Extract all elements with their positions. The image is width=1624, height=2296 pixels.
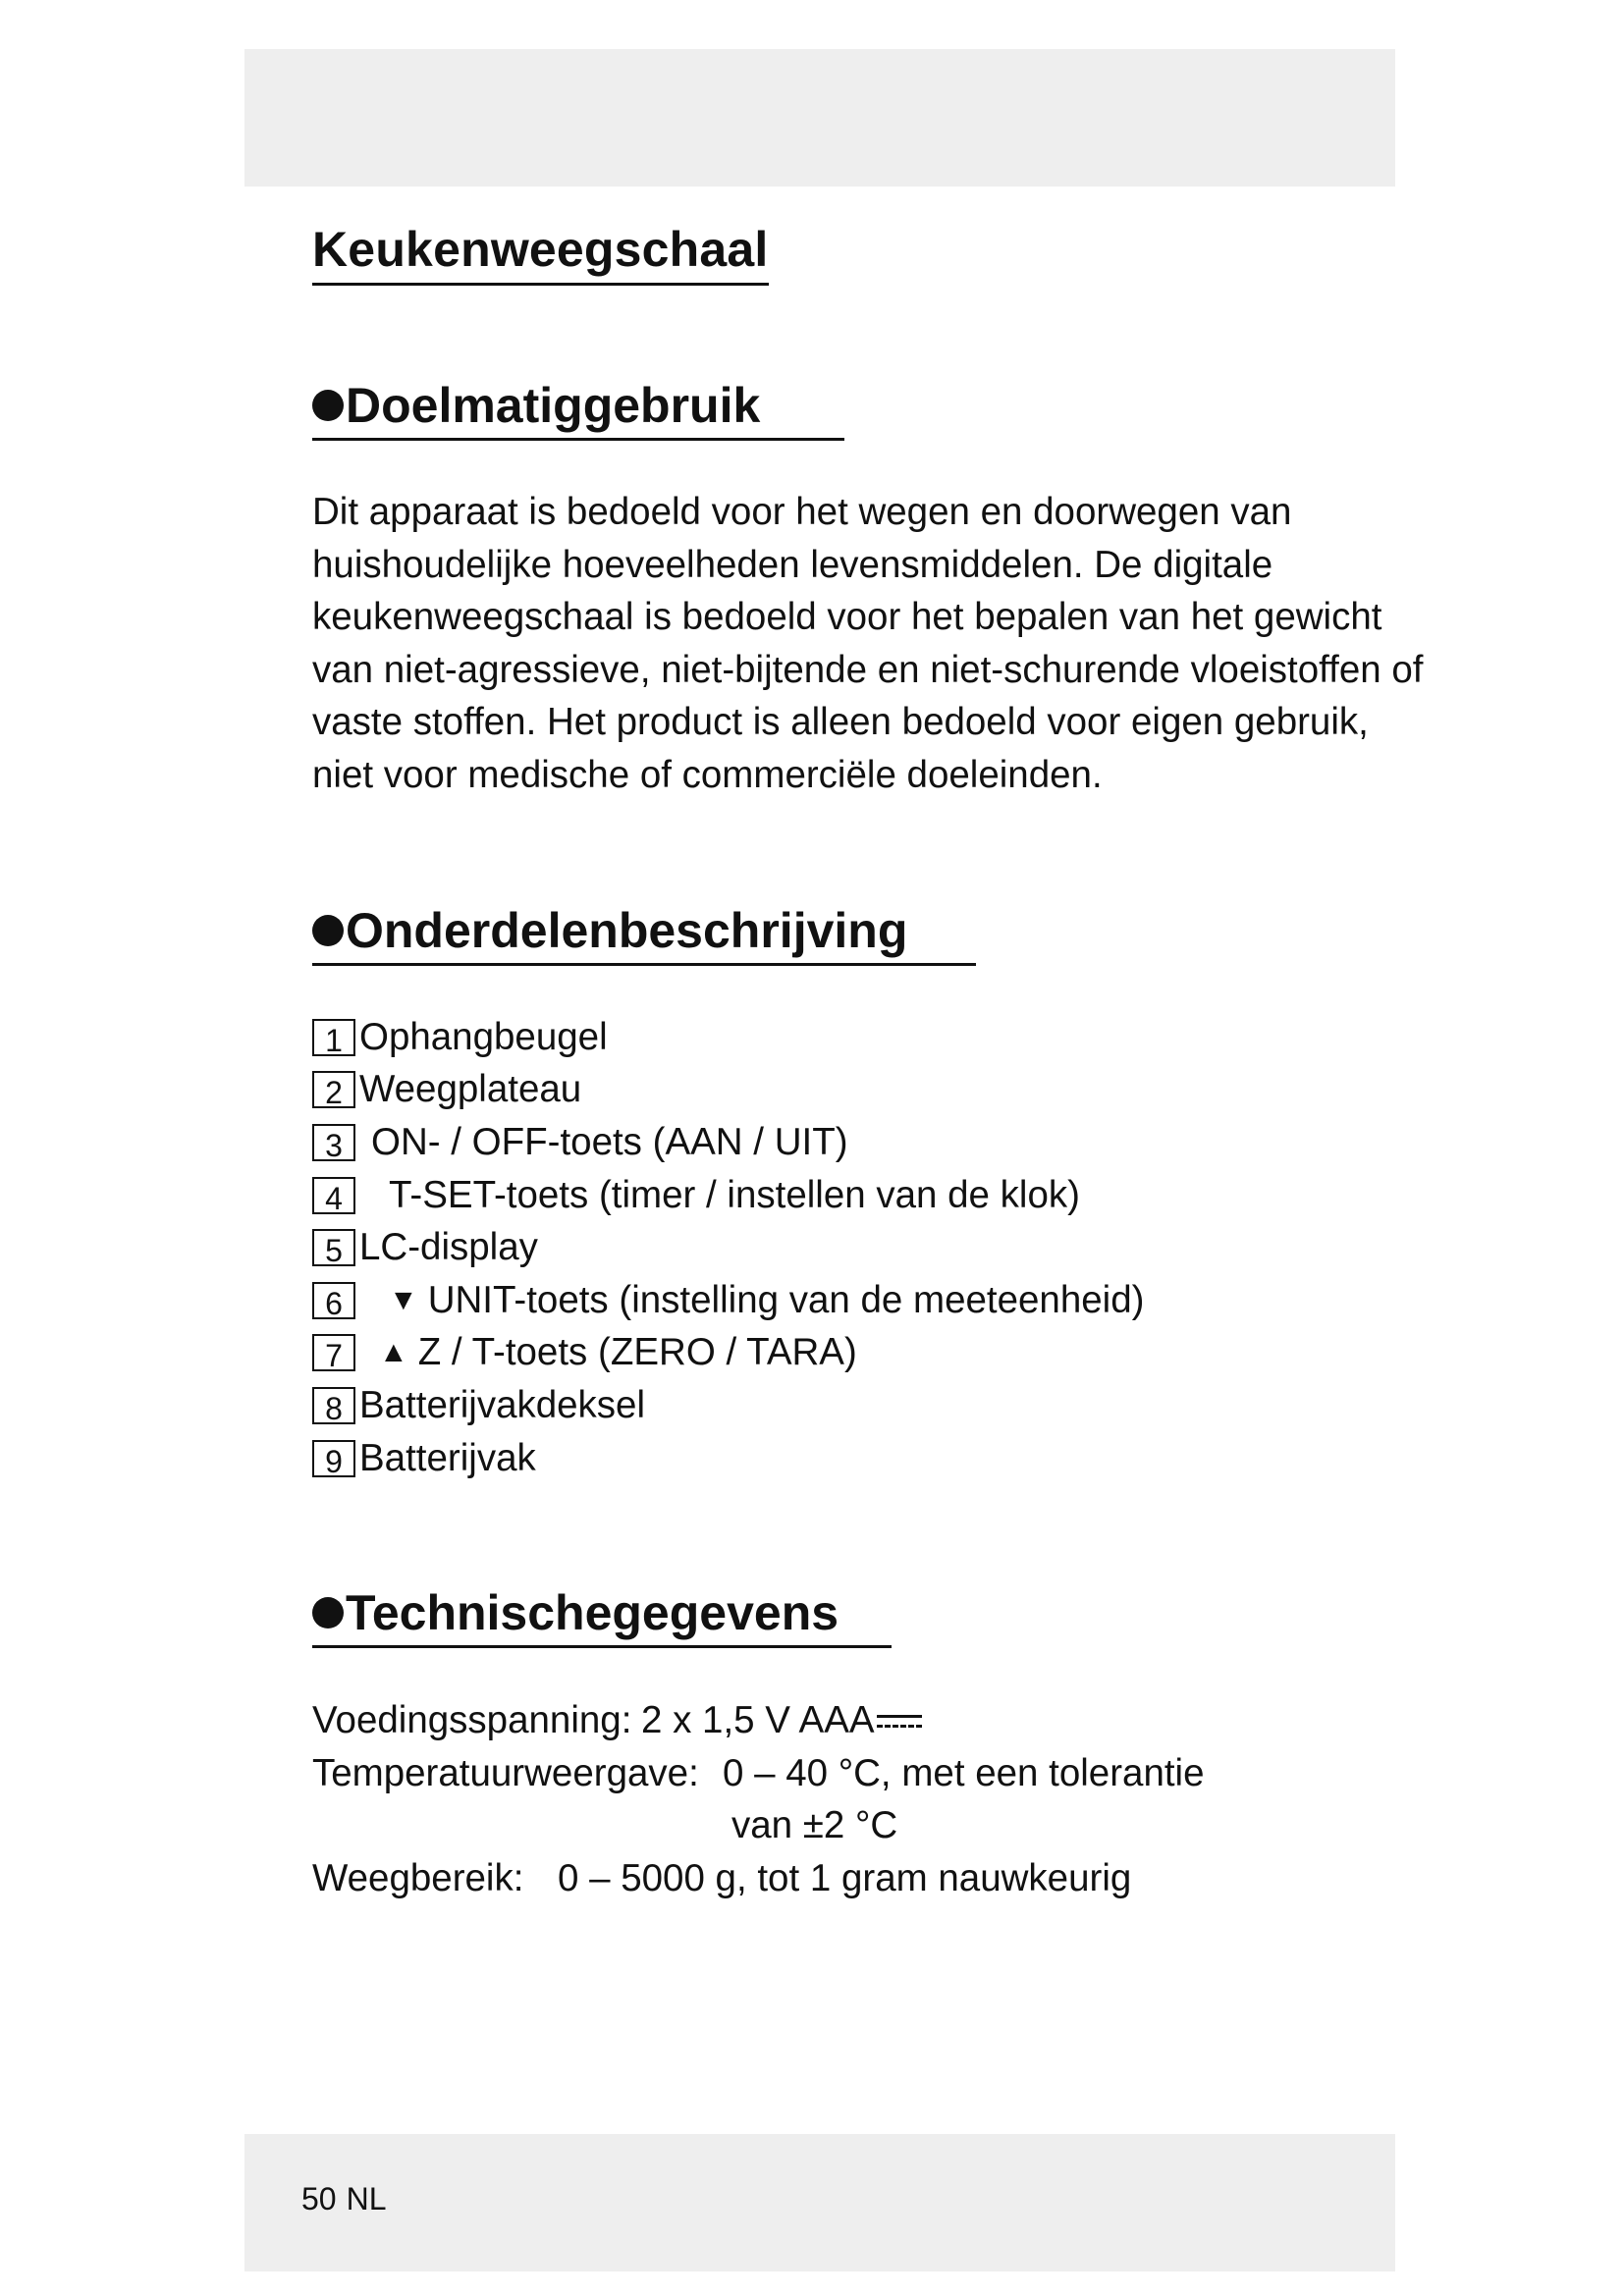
spec-range <box>312 1852 1132 1905</box>
paragraph-line: huishoudelijke hoeveelheden levensmiddelen. De digitale <box>312 543 1273 586</box>
spec-value <box>641 1694 922 1747</box>
list-item <box>312 1327 1144 1380</box>
part-label: Ophangbeugel <box>359 1015 608 1058</box>
paragraph-line: van niet-agressieve, niet-bijtende en niet-schurende vloeistoffen of <box>312 648 1424 691</box>
part-label: Z / T-toets (ZERO / TARA) <box>417 1331 857 1374</box>
part-label: UNIT-toets (instelling van de meeteenheid) <box>427 1278 1145 1321</box>
part-number: 1 <box>312 1019 355 1056</box>
spec-value: van ±2 °C <box>731 1804 898 1847</box>
section-heading-text: Doelmatiggebruik <box>346 378 761 433</box>
part-label: ON- / OFF-toets (AAN / UIT) <box>371 1120 848 1163</box>
bullet-icon <box>312 390 344 421</box>
section-heading-use <box>312 375 844 441</box>
part-number: 2 <box>312 1071 355 1108</box>
page-title: Keukenweegschaal <box>312 218 769 286</box>
part-number: 6 <box>312 1282 355 1319</box>
spec-temperature <box>312 1747 1205 1800</box>
spec-value: 0 – 40 °C, met een tolerantie <box>723 1751 1205 1794</box>
footer-band <box>244 2134 1395 2271</box>
part-label: LC-display <box>359 1226 538 1269</box>
section-heading-specs <box>312 1582 892 1648</box>
part-number: 8 <box>312 1387 355 1424</box>
part-number: 5 <box>312 1229 355 1266</box>
paragraph-line: keukenweegschaal is bedoeld voor het bepalen van het gewicht <box>312 596 1382 638</box>
spec-label: Weegbereik: <box>312 1856 524 1899</box>
intended-use-paragraph <box>312 486 1424 801</box>
part-number: 9 <box>312 1440 355 1477</box>
header-band <box>244 49 1395 187</box>
list-item <box>312 1169 1144 1222</box>
paragraph-line: niet voor medische of commerciële doeleinden. <box>312 753 1103 796</box>
list-item <box>312 1064 1144 1117</box>
spec-value: 0 – 5000 g, tot 1 gram nauwkeurig <box>558 1856 1132 1899</box>
list-item <box>312 1432 1144 1485</box>
parts-list <box>312 1011 1144 1484</box>
part-label: Batterijvakdeksel <box>359 1383 646 1426</box>
paragraph-line: Dit apparaat is bedoeld voor het wegen en doorwegen van <box>312 491 1292 533</box>
part-label: Weegplateau <box>359 1068 582 1111</box>
spec-label: Temperatuurweergave: <box>312 1751 699 1794</box>
part-number: 7 <box>312 1334 355 1371</box>
page-number: 50 <box>301 2181 337 2216</box>
spec-value-text: 2 x 1,5 V AAA <box>641 1699 875 1741</box>
page-footer <box>301 2179 387 2218</box>
language-code: NL <box>346 2181 387 2216</box>
part-label: Batterijvak <box>359 1436 536 1479</box>
bullet-icon <box>312 915 344 946</box>
part-number: 3 <box>312 1124 355 1161</box>
part-number: 4 <box>312 1177 355 1214</box>
list-item <box>312 1221 1144 1274</box>
down-triangle-icon: ▼ <box>389 1283 418 1316</box>
spec-label: Voedingsspanning: <box>312 1699 632 1741</box>
technical-specs <box>312 1694 1205 1904</box>
spec-temperature-cont <box>312 1799 898 1852</box>
section-heading-text: Technischegegevens <box>346 1585 839 1640</box>
list-item <box>312 1011 1144 1064</box>
section-heading-text: Onderdelenbeschrijving <box>346 903 908 958</box>
dc-symbol-icon <box>877 1713 922 1733</box>
part-label: T-SET-toets (timer / instellen van de klok) <box>389 1173 1080 1216</box>
list-item <box>312 1379 1144 1432</box>
paragraph-line: vaste stoffen. Het product is alleen bedoeld voor eigen gebruik, <box>312 701 1369 743</box>
up-triangle-icon: ▲ <box>379 1336 408 1369</box>
list-item <box>312 1274 1144 1327</box>
section-heading-parts <box>312 900 976 966</box>
spec-voltage <box>312 1694 875 1747</box>
list-item <box>312 1116 1144 1169</box>
bullet-icon <box>312 1597 344 1629</box>
